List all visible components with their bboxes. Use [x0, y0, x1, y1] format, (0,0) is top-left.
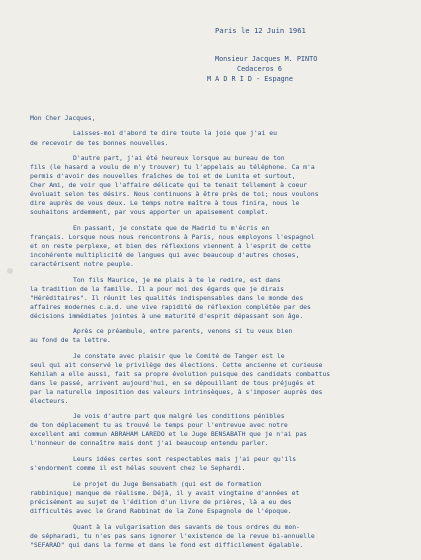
- body-line: français. Lorsque nous nous rencontrons à Paris, nous employons l'espagnol: [30, 233, 315, 241]
- body-line: Kehilah a elle aussi, fait sa propre évolution puisque des candidats combattus: [30, 370, 331, 378]
- body-line: Leurs idées certes sont respectables mais j'ai peur qu'ils: [73, 455, 297, 463]
- body-line: Cher Ami, de voir que l'affaire délicate qui te tenait tellement à coeur: [30, 181, 308, 189]
- body-line: dans le passé, arrivent aujourd'hui, en se dépouillant de tous préjugés et: [30, 379, 315, 387]
- recipient-name: Monsieur Jacques M. PINTO: [215, 55, 318, 63]
- recipient-city: M A D R I D - Espagne: [207, 75, 293, 83]
- body-line: "SEFARAD" qui dans la forme et dans le fond est difficilement égalable.: [30, 541, 304, 549]
- body-line: Je constate avec plaisir que le Comité de Tanger est le: [73, 352, 285, 360]
- body-line: difficultés avec le Grand Rabbinat de la Zone Espagnole de l'époque.: [30, 507, 292, 515]
- body-line: fils (le hasard a voulu de m'y trouver) tu l'appelais au téléphone. Ca m'a: [30, 163, 315, 171]
- body-line: de recevoir de tes bonnes nouvelles.: [30, 139, 169, 147]
- body-line: incohérente multiplicité de langues qui avec beaucoup d'autres choses,: [30, 251, 300, 259]
- salutation: Mon Cher Jacques,: [30, 114, 96, 122]
- body-line: Laisses-moi d'abord te dire toute la joie que j'ai eu: [73, 129, 277, 137]
- body-line: décisions immédiates jointes à une maturité d'esprit dépassant son âge.: [30, 312, 304, 320]
- body-line: Ton fils Maurice, je me plais à te le redire, est dans: [73, 276, 281, 284]
- body-line: de sépharadi, tu n'es pas sans ignorer l'existence de la revue bi-annuelle: [30, 532, 315, 540]
- body-line: électeurs.: [30, 397, 69, 405]
- body-line: Le projet du Juge Bensabath (qui est de formation: [73, 480, 262, 488]
- body-line: affaires modernes c.a.d. une vive rapidité de réflexion complétée par des: [30, 303, 311, 311]
- body-line: D'autre part, j'ai été heureux lorsque au bureau de ton: [73, 154, 285, 162]
- body-line: s'endorment comme il est hélas souvent chez le Sephardi.: [30, 464, 246, 472]
- body-line: excellent ami commun ABRAHAM LAREDO et le Juge BENSABATH que je n'ai pas: [30, 430, 308, 438]
- body-line: évoluait selon tes désirs. Nous continuons à être près de toi; nous voulons: [30, 190, 319, 198]
- body-line: Après ce préambule, entre parents, venons si tu veux bien: [73, 327, 293, 335]
- body-line: "Héréditaires". Il réunit les qualités indispensables dans le monde des: [30, 294, 304, 302]
- body-line: la tradition de la famille. Il a pour moi des égards que je dirais: [30, 285, 284, 293]
- body-line: permis d'avoir des nouvelles fraîches de toi et de Lunita et surtout,: [30, 172, 296, 180]
- body-line: Quant à la vulgarisation des savants de tous ordres du mon-: [73, 523, 301, 531]
- body-line: seul qui ait conservé le privilège des élections. Cette ancienne et curieuse: [30, 361, 323, 369]
- body-line: souhaitons ardemment, par vous apporter un apaisement complet.: [30, 208, 269, 216]
- letter-date: Paris le 12 Juin 1961: [215, 26, 306, 35]
- body-line: au fond de ta lettre.: [30, 336, 111, 344]
- body-line: de ton déplacement tu as trouvé le temps pour l'entrevue avec notre: [30, 421, 288, 429]
- body-line: l'honneur de connaître mais dont j'ai beaucoup entendu parler.: [30, 439, 269, 447]
- body-line: précisément au sujet de l'édition d'un livre de prières, là a eu des: [30, 498, 292, 506]
- body-line: En passant, je constate que de Madrid tu m'écris en: [73, 224, 270, 232]
- body-line: caractérisent notre peuple.: [30, 260, 134, 268]
- body-line: rabbinique) manque de réalisme. Déjà, il y avait vingtaine d'années et: [30, 489, 300, 497]
- body-line: Je vois d'autre part que malgré les conditions pénibles: [73, 412, 285, 420]
- body-line: et on reste perplexe, et bien des réflexions viennent à l'esprit de cette: [30, 242, 311, 250]
- punch-hole: [7, 268, 13, 274]
- body-line: par la naturelle imposition des valeurs intrinsèques, à s'imposer auprès des: [30, 388, 323, 396]
- recipient-street: Cedaceros 6: [237, 65, 283, 73]
- body-line: dire auprès de vous deux. Le temps notre maître à tous finira, nous le: [30, 199, 300, 207]
